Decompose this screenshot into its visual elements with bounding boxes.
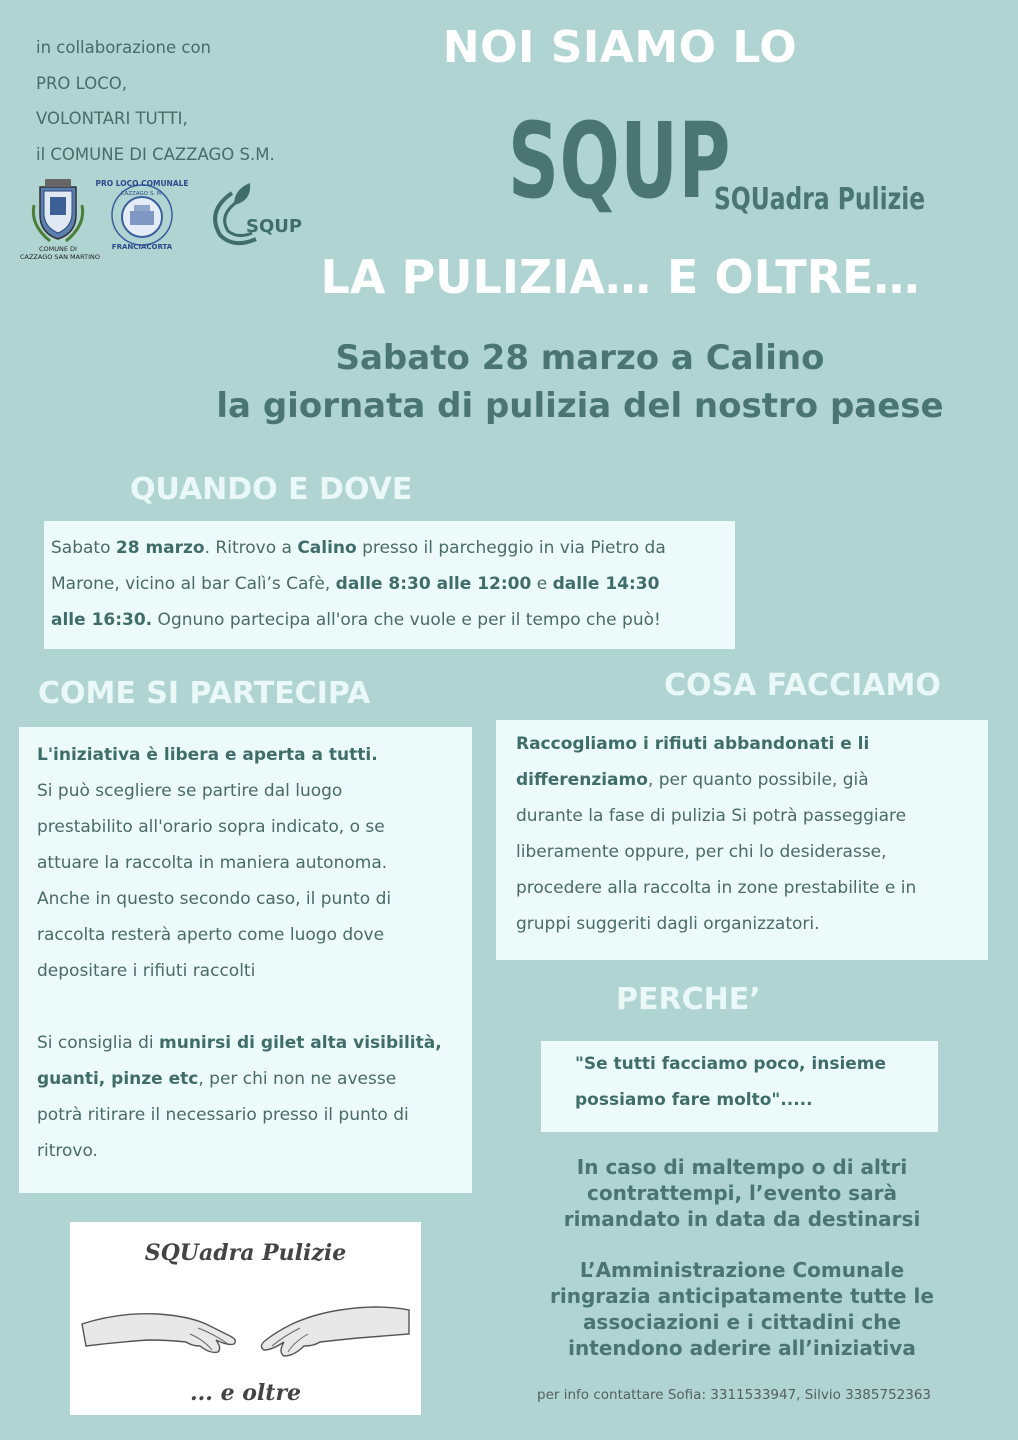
- collab-line: il COMUNE DI CAZZAGO S.M.: [36, 144, 275, 164]
- come-line: Si può scegliere se partire dal luogo: [37, 781, 343, 801]
- headline-la-pulizia: LA PULIZIA… E OLTRE…: [320, 250, 920, 304]
- note-line: intendono aderire all’iniziativa: [568, 1336, 916, 1360]
- thanks-note: [500, 1257, 984, 1361]
- weather-note: [500, 1154, 984, 1232]
- section-title-perche: PERCHE’: [616, 982, 761, 1017]
- note-line: contrattempi, l’evento sarà: [587, 1181, 897, 1205]
- squadra-card: [70, 1222, 421, 1415]
- quando-box: [44, 521, 735, 649]
- note-line: ringrazia anticipatamente tutte le: [550, 1284, 934, 1308]
- cosa-line: gruppi suggeriti dagli organizzatori.: [516, 914, 820, 934]
- cosa-line: durante la fase di pulizia Si potrà passeggiare: [516, 806, 907, 826]
- event-date-line: Sabato 28 marzo a Calino: [335, 338, 825, 378]
- quote-line: possiamo fare molto".....: [575, 1090, 813, 1110]
- pro-loco-seal-icon: [95, 179, 188, 251]
- brand-squp: SQUP: [508, 100, 732, 222]
- reaching-hands-icon: [78, 1284, 413, 1374]
- quando-line-2: Marone, vicino al bar Calì’s Cafè, dalle 8:30 alle 12:00 e dalle 14:30: [51, 574, 660, 594]
- come-advice-line-1: Si consiglia di munirsi di gilet alta visibilità,: [37, 1033, 442, 1053]
- collab-line: VOLONTARI TUTTI,: [36, 109, 188, 128]
- section-title-cosa: COSA FACCIAMO: [664, 668, 941, 703]
- card-title: SQUadra Pulizie: [144, 1240, 347, 1266]
- come-line: depositare i rifiuti raccolti: [37, 961, 256, 981]
- note-line: L’Amministrazione Comunale: [579, 1258, 905, 1282]
- note-line: associazioni e i cittadini che: [582, 1310, 902, 1334]
- brand-subtitle: SQUadra Pulizie: [714, 182, 926, 217]
- come-bold-line: L'iniziativa è libera e aperta a tutti.: [37, 745, 378, 765]
- comune-caption-1: COMUNE DI: [39, 245, 77, 253]
- come-box: [19, 727, 472, 1193]
- section-title-quando: QUANDO E DOVE: [130, 472, 413, 507]
- quando-line-3: alle 16:30. Ognuno partecipa all'ora che vuole e per il tempo che può!: [51, 610, 661, 630]
- coat-of-arms-icon: [20, 179, 100, 261]
- event-date-heading: [180, 334, 980, 430]
- come-line: attuare la raccolta in maniera autonoma.: [37, 853, 388, 873]
- come-line: prestabilito all'orario sopra indicato, o se: [37, 817, 385, 837]
- proloco-sub: CAZZAGO S. M.: [120, 191, 164, 197]
- perche-quote-box: [541, 1041, 938, 1132]
- squp-logo-text: SQUP: [246, 216, 303, 237]
- section-title-come: COME SI PARTECIPA: [38, 676, 371, 711]
- come-advice-line-4: ritrovo.: [37, 1141, 98, 1161]
- come-advice-line-2: guanti, pinze etc, per chi non ne avesse: [37, 1069, 397, 1089]
- event-date-line: la giornata di pulizia del nostro paese: [216, 386, 944, 426]
- cosa-line: liberamente oppure, per chi lo desiderasse,: [516, 842, 887, 862]
- cosa-box: [496, 720, 988, 960]
- proloco-arc: PRO LOCO COMUNALE: [95, 179, 189, 188]
- quando-line-1: Sabato 28 marzo. Ritrovo a Calino presso il parcheggio in via Pietro da: [51, 538, 666, 558]
- comune-caption-2: CAZZAGO SAN MARTINO: [20, 253, 101, 261]
- collaboration-text: [36, 30, 275, 172]
- come-line: Anche in questo secondo caso, il punto di: [37, 889, 392, 909]
- collab-line: PRO LOCO,: [36, 73, 127, 93]
- come-line: raccolta resterà aperto come luogo dove: [37, 925, 385, 945]
- cosa-line: procedere alla raccolta in zone prestabilite e in: [516, 878, 917, 898]
- contact-info: per info contattare Sofia: 3311533947, Silvio 3385752363: [537, 1387, 932, 1403]
- note-line: rimandato in data da destinarsi: [563, 1207, 921, 1231]
- squp-leaf-logo-icon: [215, 183, 302, 243]
- come-advice-line-3: potrà ritirare il necessario presso il punto di: [37, 1105, 409, 1125]
- collab-line: in collaborazione con: [36, 38, 212, 57]
- cosa-line-2: differenziamo, per quanto possibile, già: [516, 770, 869, 790]
- partner-logos: [20, 175, 310, 265]
- card-subtitle: ... e oltre: [189, 1380, 302, 1406]
- proloco-bottom: FRANCIACORTA: [111, 243, 173, 251]
- quote-line: "Se tutti facciamo poco, insieme: [575, 1054, 887, 1074]
- cosa-line-1: Raccogliamo i rifiuti abbandonati e li: [516, 734, 870, 754]
- note-line: In caso di maltempo o di altri: [576, 1155, 908, 1179]
- headline-noi-siamo-lo: NOI SIAMO LO: [442, 22, 798, 73]
